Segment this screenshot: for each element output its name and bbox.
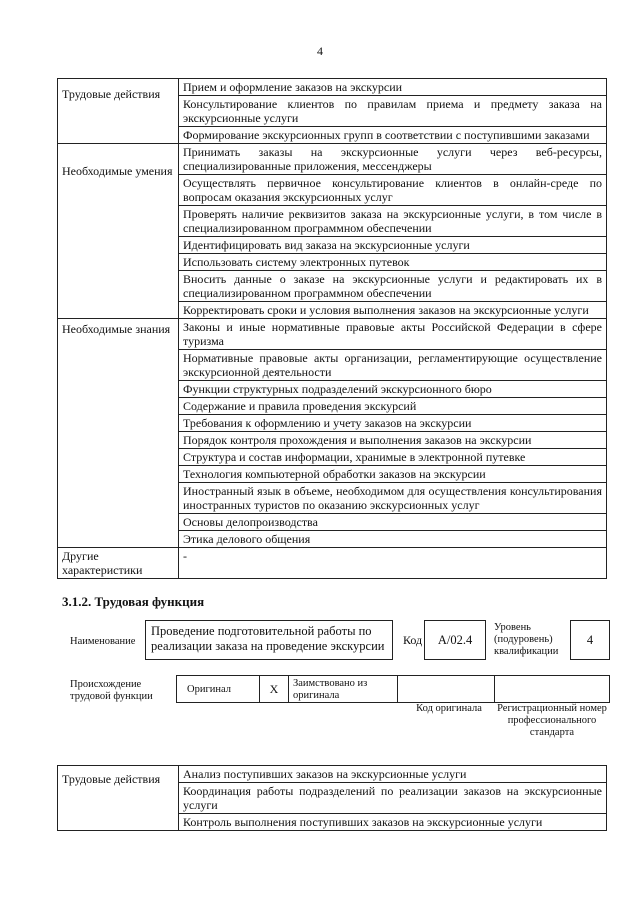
table-row bbox=[58, 79, 607, 96]
borrowed-label: Заимствовано из оригинала bbox=[288, 675, 398, 703]
reg-number-label: Регистрационный номер профессионального стандарта bbox=[497, 703, 607, 738]
list-item: Основы делопроизводства bbox=[179, 514, 607, 531]
other-characteristics-label: Другие характеристики bbox=[58, 548, 179, 579]
name-label: Наименование bbox=[70, 636, 136, 647]
reg-number-cell bbox=[494, 675, 610, 703]
other-characteristics-value: - bbox=[179, 548, 607, 579]
table-row bbox=[58, 319, 607, 350]
table-row bbox=[58, 766, 607, 783]
list-item: Нормативные правовые акты организации, регламентирующие осуществление экскурсионной деятельности bbox=[179, 350, 607, 381]
code-value: А/02.4 bbox=[424, 620, 486, 660]
section-title: 3.1.2. Трудовая функция bbox=[62, 594, 205, 609]
list-item: Проверять наличие реквизитов заказа на экскурсионные услуги, в том числе в специализированном программном обеспечении bbox=[179, 206, 607, 237]
origin-label: Происхождение трудовой функции bbox=[70, 679, 153, 702]
level-value: 4 bbox=[570, 620, 610, 660]
list-item: Законы и иные нормативные правовые акты Российской Федерации в сфере туризма bbox=[179, 319, 607, 350]
page-number: 4 bbox=[317, 44, 323, 58]
labor-actions-table bbox=[57, 765, 607, 831]
labor-actions-label: Трудовые действия bbox=[58, 79, 179, 144]
list-item: Использовать систему электронных путевок bbox=[179, 254, 607, 271]
list-item: Идентифицировать вид заказа на экскурсионные услуги bbox=[179, 237, 607, 254]
list-item: Координация работы подразделений по реализации заказов на экскурсионные услуги bbox=[179, 783, 607, 814]
list-item: Этика делового общения bbox=[179, 531, 607, 548]
list-item: Содержание и правила проведения экскурсий bbox=[179, 398, 607, 415]
list-item: Принимать заказы на экскурсионные услуги через веб-ресурсы, специализированные приложения, мессенджеры bbox=[179, 144, 607, 175]
list-item: Порядок контроля прохождения и выполнения заказов на экскурсии bbox=[179, 432, 607, 449]
required-knowledge-label: Необходимые знания bbox=[58, 319, 179, 548]
list-item: Технология компьютерной обработки заказов на экскурсии bbox=[179, 466, 607, 483]
labor-actions-2-label: Трудовые действия bbox=[58, 766, 179, 831]
list-item: Вносить данные о заказе на экскурсионные услуги и редактировать их в специализированном программном обеспечении bbox=[179, 271, 607, 302]
original-mark: X bbox=[259, 675, 289, 703]
list-item: Контроль выполнения поступивших заказов на экскурсионные услуги bbox=[179, 814, 607, 831]
list-item: Прием и оформление заказов на экскурсии bbox=[179, 79, 607, 96]
list-item: Иностранный язык в объеме, необходимом для осуществления консультирования иностранных туристов по оказанию экскурсионных услуг bbox=[179, 483, 607, 514]
competency-table bbox=[57, 78, 607, 579]
list-item: Структура и состав информации, хранимые в электронной путевке bbox=[179, 449, 607, 466]
list-item: Требования к оформлению и учету заказов на экскурсии bbox=[179, 415, 607, 432]
list-item: Формирование экскурсионных групп в соответствии с поступившими заказами bbox=[179, 127, 607, 144]
original-label: Оригинал bbox=[176, 675, 260, 703]
list-item: Функции структурных подразделений экскурсионного бюро bbox=[179, 381, 607, 398]
original-code-label: Код оригинала bbox=[416, 703, 482, 714]
required-skills-label: Необходимые умения bbox=[58, 144, 179, 319]
original-code-cell bbox=[397, 675, 495, 703]
level-label: Уровень (подуровень) квалификации bbox=[494, 622, 559, 657]
list-item: Консультирование клиентов по правилам приема и предмету заказа на экскурсионные услуги bbox=[179, 96, 607, 127]
function-name-box: Проведение подготовительной работы по реализации заказа на проведение экскурсии bbox=[145, 620, 393, 660]
list-item: Анализ поступивших заказов на экскурсионные услуги bbox=[179, 766, 607, 783]
table-row bbox=[58, 144, 607, 175]
list-item: Осуществлять первичное консультирование клиентов в онлайн-среде по вопросам оказания экскурсионных услуг bbox=[179, 175, 607, 206]
code-label: Код bbox=[403, 633, 423, 647]
list-item: Корректировать сроки и условия выполнения заказов на экскурсионные услуги bbox=[179, 302, 607, 319]
origin-row bbox=[176, 675, 610, 703]
table-row bbox=[58, 548, 607, 579]
